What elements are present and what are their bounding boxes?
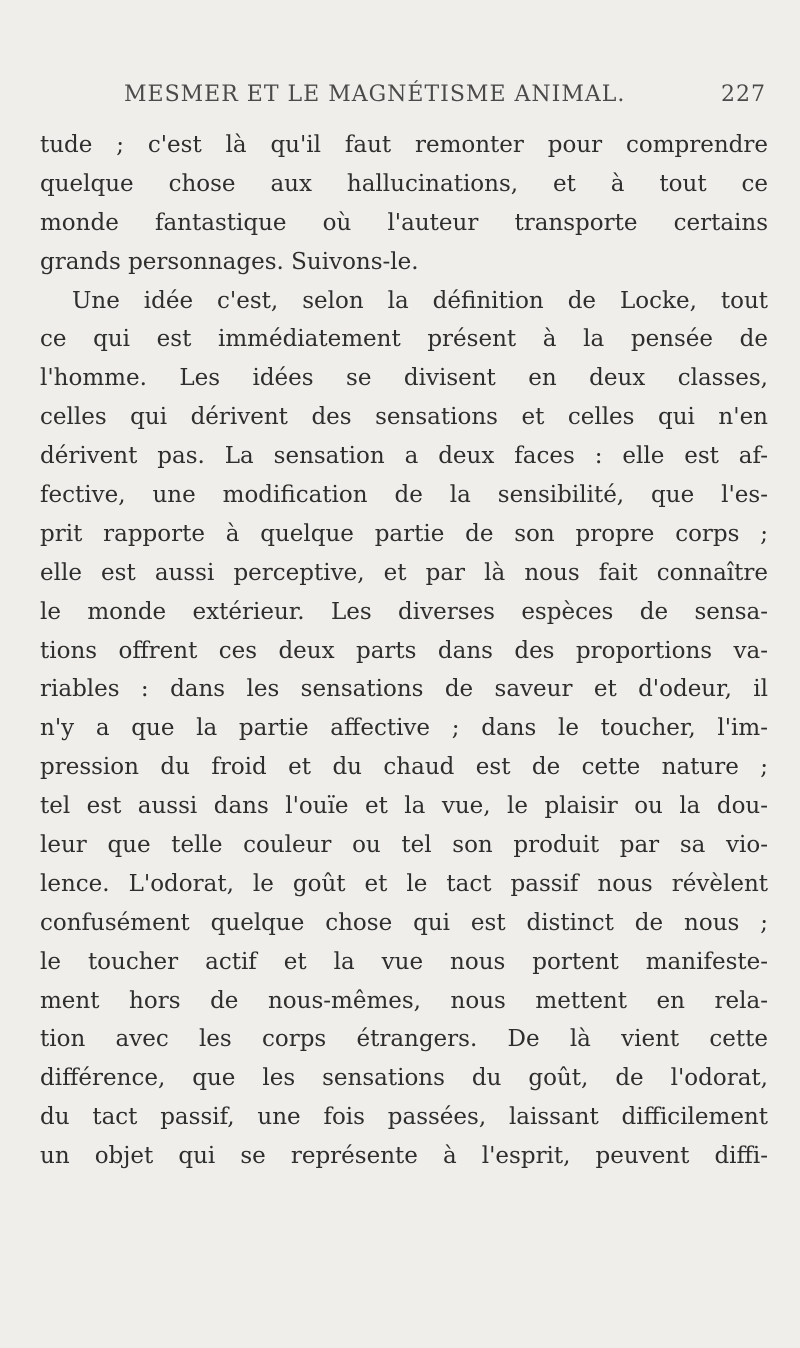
text-line: monde fantastique où l'auteur transporte certains xyxy=(40,209,768,236)
text-line: dérivent pas. La sensation a deux faces : elle est af- xyxy=(40,443,768,470)
text-line: n'y a que la partie affective ; dans le toucher, l'im- xyxy=(40,715,768,742)
text-line: grands personnages. Suivons-le. xyxy=(40,248,419,275)
text-line: tion avec les corps étrangers. De là vient cette xyxy=(40,1026,768,1053)
text-line: fective, une modification de la sensibilité, que l'es- xyxy=(40,482,768,509)
text-line: elle est aussi perceptive, et par là nous fait connaître xyxy=(40,559,768,586)
text-line: ce qui est immédiatement présent à la pensée de xyxy=(40,326,768,353)
text-line: prit rapporte à quelque partie de son propre corps ; xyxy=(40,520,768,547)
text-line: celles qui dérivent des sensations et celles qui n'en xyxy=(40,404,768,431)
body-text xyxy=(40,126,768,1176)
text-line: le toucher actif et la vue nous portent manifeste- xyxy=(40,948,768,975)
text-line: différence, que les sensations du goût, de l'odorat, xyxy=(40,1065,768,1092)
text-line: pression du froid et du chaud est de cette nature ; xyxy=(40,754,768,781)
text-line: tel est aussi dans l'ouïe et la vue, le plaisir ou la dou- xyxy=(40,793,768,820)
text-line: confusément quelque chose qui est distinct de nous ; xyxy=(40,909,768,936)
text-line: tions offrent ces deux parts dans des proportions va- xyxy=(40,637,768,664)
text-line: l'homme. Les idées se divisent en deux classes, xyxy=(40,365,768,392)
text-line: ment hors de nous-mêmes, nous mettent en rela- xyxy=(40,987,768,1014)
text-line: le monde extérieur. Les diverses espèces de sensa- xyxy=(40,598,768,625)
text-line: leur que telle couleur ou tel son produit par sa vio- xyxy=(40,832,768,859)
running-header xyxy=(40,82,766,118)
text-line: tude ; c'est là qu'il faut remonter pour comprendre xyxy=(40,132,768,158)
text-line: lence. L'odorat, le goût et le tact passif nous révèlent xyxy=(40,870,768,897)
running-title: MESMER ET LE MAGNÉTISME ANIMAL. xyxy=(124,82,626,107)
text-line: du tact passif, une fois passées, laissant difficilement xyxy=(40,1104,768,1131)
page-number: 227 xyxy=(721,82,766,107)
text-line: quelque chose aux hallucinations, et à tout ce xyxy=(40,170,768,197)
text-line: un objet qui se représente à l'esprit, peuvent diffi- xyxy=(40,1143,768,1170)
text-line: riables : dans les sensations de saveur et d'odeur, il xyxy=(40,676,768,703)
text-line: Une idée c'est, selon la définition de Locke, tout xyxy=(72,287,768,314)
